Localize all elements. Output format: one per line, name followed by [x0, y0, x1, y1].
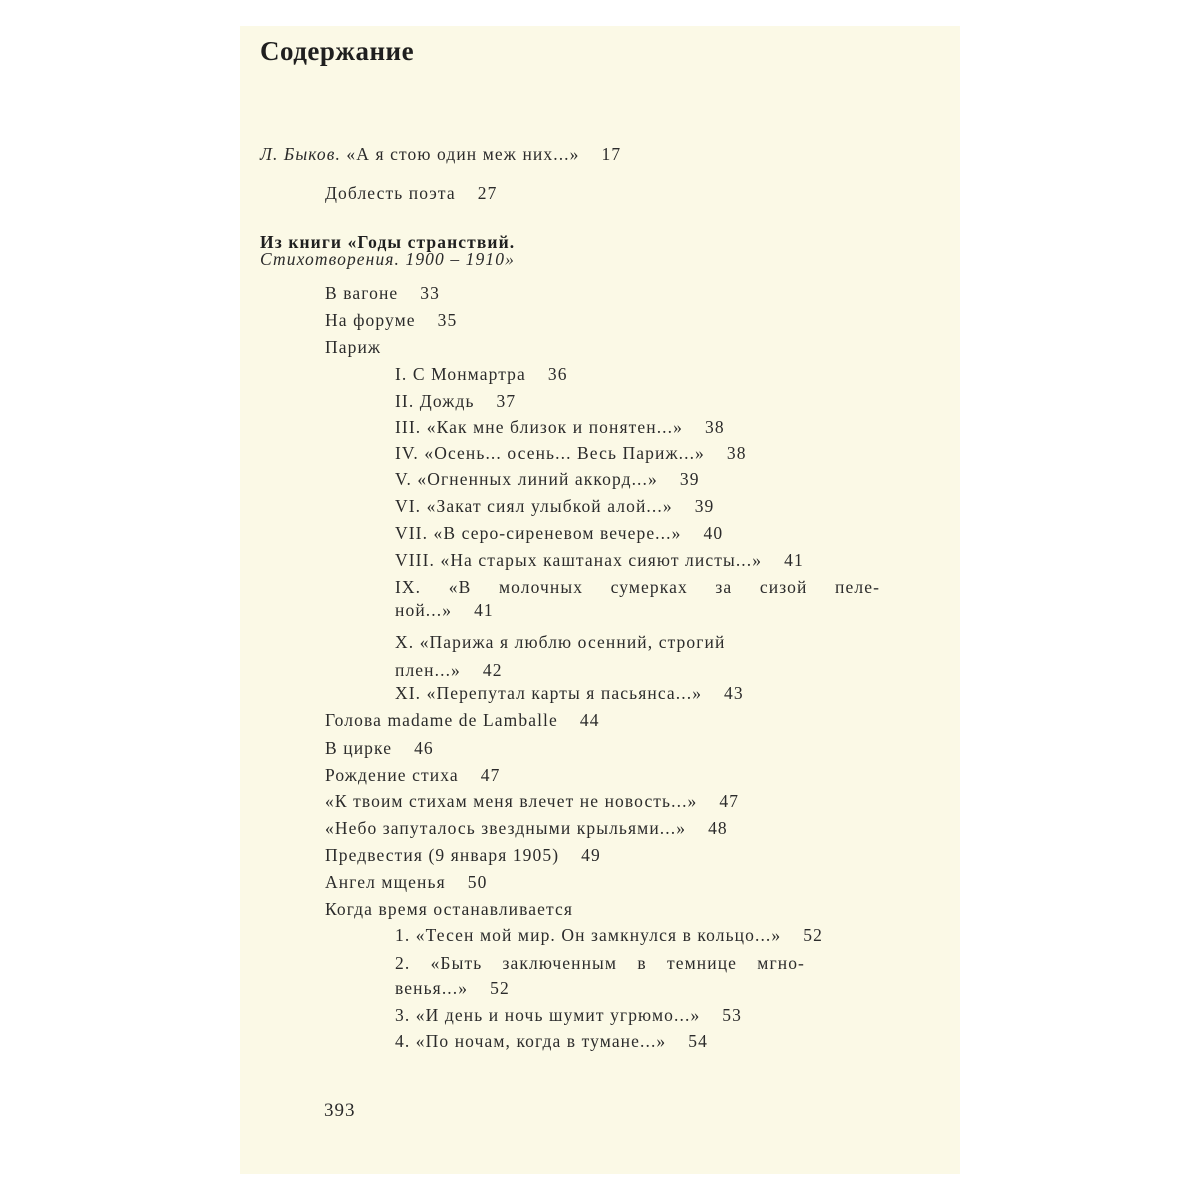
entry-title: I. С Монмартра [395, 364, 526, 384]
entry-page: 53 [722, 1005, 742, 1025]
toc-entry [325, 737, 434, 759]
entry-title: III. «Как мне близок и понятен...» [395, 417, 683, 437]
entry-title: VIII. «На старых каштанах сияют листы...» [395, 550, 763, 570]
toc-subentry [395, 495, 714, 517]
toc-subentry [395, 549, 804, 571]
entry-title: В цирке [325, 738, 393, 758]
entry-page: 41 [474, 600, 494, 620]
entry-page: 44 [579, 710, 600, 730]
toc-entry-foreword [260, 143, 621, 165]
entry-page: 41 [784, 550, 804, 570]
entry-page: 43 [724, 683, 744, 703]
entry-page: 40 [703, 523, 724, 543]
entry-page: 39 [679, 469, 700, 489]
toc-subentry [395, 363, 568, 385]
entry-page: 52 [490, 978, 510, 998]
entry-title: Доблесть поэта [325, 183, 456, 203]
entry-title: VI. «Закат сиял улыбкой алой...» [395, 496, 673, 516]
entry-title: На форуме [325, 310, 416, 330]
entry-title: ной...» [395, 600, 453, 620]
entry-title: 1. «Тесен мой мир. Он замкнулся в кольцо...» [395, 925, 782, 945]
toc-entry-group-paris [325, 336, 381, 358]
entry-title: Когда время останавливается [325, 899, 573, 919]
entry-page: 54 [688, 1031, 708, 1051]
toc-subentry [395, 1004, 742, 1026]
entry-author: Л. Быков. [260, 144, 341, 164]
toc-entry [325, 871, 487, 893]
entry-page: 48 [708, 818, 728, 838]
entry-page: 33 [420, 283, 440, 303]
entry-title: IV. «Осень... осень... Весь Париж...» [395, 443, 705, 463]
entry-title: 3. «И день и ночь шумит угрюмо...» [395, 1005, 701, 1025]
entry-page: 47 [480, 765, 501, 785]
toc-subentry [395, 416, 725, 438]
section-subtitle: Стихотворения. 1900 – 1910» [260, 249, 515, 269]
toc-entry [325, 844, 601, 866]
entry-title: Ангел мщенья [325, 872, 446, 892]
toc-entry [325, 764, 500, 786]
toc-subentry [395, 468, 700, 490]
entry-page: 50 [467, 872, 488, 892]
toc-subentry [395, 682, 744, 704]
page-number: 393 [324, 1100, 356, 1121]
toc-subentry [395, 1030, 708, 1052]
toc-entry [325, 709, 600, 731]
toc-entry [325, 282, 440, 304]
entry-title: «Небо запуталось звездными крыльями...» [325, 818, 687, 838]
entry-page: 37 [496, 391, 517, 411]
toc-subentry-x-line2 [395, 659, 503, 681]
entry-page: 39 [694, 496, 715, 516]
entry-title: Рождение стиха [325, 765, 459, 785]
entry-page: 47 [719, 791, 740, 811]
entry-title: венья...» [395, 978, 469, 998]
entry-page: 38 [726, 443, 747, 463]
entry-page: 52 [803, 925, 823, 945]
entry-title: V. «Огненных линий аккорд...» [395, 469, 658, 489]
entry-page: 36 [547, 364, 568, 384]
book-page [240, 26, 960, 1174]
toc-subentry-2-line1: 2. «Быть заключенным в темнице мгно- [395, 953, 805, 973]
toc-subentry [395, 924, 823, 946]
page-title: Содержание [260, 36, 415, 66]
entry-title: В вагоне [325, 283, 399, 303]
entry-title: «К твоим стихам меня влечет не новость...» [325, 791, 698, 811]
entry-title: XI. «Перепутал карты я пасьянса...» [395, 683, 703, 703]
toc-entry [325, 817, 728, 839]
toc-subentry-2-line2 [395, 977, 510, 999]
entry-page: 49 [581, 845, 601, 865]
entry-title: «А я стою один меж них...» [346, 144, 580, 164]
entry-title: Предвестия (9 января 1905) [325, 845, 560, 865]
section-title: Из книги «Годы странствий. [260, 232, 516, 252]
entry-title: II. Дождь [395, 391, 475, 411]
toc-subentry-ix-line1: IX. «В молочных сумерках за сизой пеле- [395, 577, 880, 597]
entry-page: 42 [482, 660, 503, 680]
toc-entry [325, 790, 739, 812]
entry-title: VII. «В серо-сиреневом вечере...» [395, 523, 682, 543]
toc-subentry [395, 390, 516, 412]
entry-page: 38 [704, 417, 725, 437]
entry-page: 27 [477, 183, 498, 203]
entry-title: плен...» [395, 660, 461, 680]
toc-subentry-ix-line2 [395, 599, 494, 621]
toc-entry-group-time [325, 898, 573, 920]
entry-title: 4. «По ночам, когда в тумане...» [395, 1031, 667, 1051]
toc-subentry-x-line1: X. «Парижа я люблю осенний, строгий [395, 632, 726, 652]
entry-title: Голова madame de Lamballe [325, 710, 558, 730]
entry-page: 17 [601, 144, 622, 164]
toc-entry-essay [325, 182, 497, 204]
entry-title: Париж [325, 337, 382, 357]
entry-page: 46 [414, 738, 434, 758]
entry-page: 35 [437, 310, 458, 330]
toc-subentry [395, 442, 747, 464]
toc-entry [325, 309, 457, 331]
toc-subentry [395, 522, 723, 544]
